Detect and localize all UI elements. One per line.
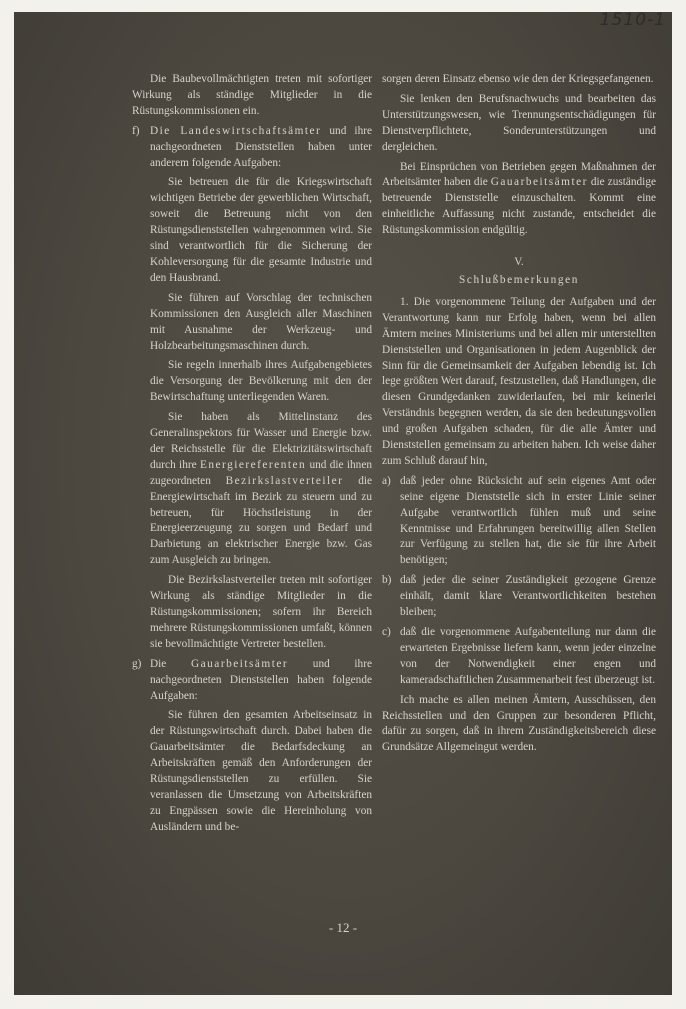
paragraph: Sie betreuen die für die Kriegswirtschaft wichtigen Betriebe der gewerblichen Wirtschaft, soweit die Betreuung nicht von den Rüstungsdienststellen wahrgenommen wird. Sie sind verantwortlich für die Sicherung der Kohleversorgung für die gesamte Industrie und den Hausbrand. [150, 176, 372, 284]
section-title: Schlußbemerkungen [458, 273, 580, 286]
list-item: c) daß die vorgenommene Aufgabenteilung nur dann die erwarteten Ergebnisse liefern kann, wenn jeder einzelne von der Notwendigkeit einer engen und kameradschaftlichen Zusammenarbeit fest überzeugt ist. [382, 626, 656, 686]
item-label: g) [132, 657, 142, 670]
paragraph: Sie führen auf Vorschlag der technischen Kommissionen den Ausgleich aller Maschinen mit Ausnahme der Werkzeug- und Holzbearbeitungsmaschinen durch. [150, 291, 372, 352]
section-number: V. [514, 256, 524, 269]
item-label: f) [132, 124, 140, 137]
paragraph: Sie regeln innerhalb ihres Aufgabengebietes die Versorgung der Bevölkerung mit den der Bewirtschaftung unterliegenden Waren. [150, 359, 372, 404]
section-g [132, 657, 372, 836]
paragraph: Sie lenken den Berufsnachwuchs und bearbeiten das Unterstützungswesen, wie Trennungsentschädigungen für Dienstverpflichtete, Sonderunterstützungen und dergleichen. [382, 92, 656, 153]
paragraph: Ich mache es allen meinen Ämtern, Ausschüssen, den Reichsstellen und den Gruppen zur besonderen Pflicht, dafür zu sorgen, daß in ihrem Zuständigkeitsbereich diese Grundsätze Allgemeingut werden. [382, 693, 656, 754]
paragraph: Die Bezirkslastverteiler treten mit sofortiger Wirkung als ständige Mitglieder in die Rüstungskommissionen; sofern ihr Bereich mehrere Rüstungskommissionen umfaßt, können sie bevollmächtigte Vertreter bestellen. [150, 574, 372, 650]
paragraph: Sie haben als Mittelinstanz des Generalinspektors für Wasser und Energie bzw. der Reichsstelle für die Elektrizitätswirtschaft durch ihre Energiereferenten und die ihnen zugeordneten Bezirkslastverteiler die Energiewirtschaft im Bezirk zu steuern und zu betreuen, für Höchstleistung in der Energieerzeugung zu sorgen und Bedarf und Darbietung an elektrischer Energie bzw. Gas zum Ausgleich zu bringen. [150, 411, 372, 567]
right-column [382, 72, 656, 760]
paragraph: Die Baubevollmächtigten treten mit sofortiger Wirkung als ständige Mitglieder in die Rüstungskommissionen ein. [132, 73, 372, 117]
section-heading: Die Gauarbeitsämter und ihre nachgeordneten Dienststellen haben folgende Aufgaben: [150, 657, 372, 702]
paragraph: Bei Einsprüchen von Betrieben gegen Maßnahmen der Arbeitsämter haben die Gauarbeitsämter die zuständige betreuende Dienststelle einzuschalten. Kommt eine einheitliche Auffassung nicht zustande, entscheidet die Rüstungskommission endgültig. [382, 160, 656, 237]
handwritten-annotation: 1510-1 [599, 12, 666, 30]
section-heading: Die Landeswirtschaftsämter und ihre nachgeordneten Dienststellen haben unter anderem folgende Aufgaben: [150, 124, 372, 169]
left-column [132, 72, 372, 840]
document-page [14, 12, 672, 995]
section-f [132, 124, 372, 653]
paragraph: Sie führen den gesamten Arbeitseinsatz in der Rüstungswirtschaft durch. Dabei haben die Gauarbeitsämter die Bedarfsdeckung an Arbeitskräften gemäß den Anforderungen der Rüstungsdienststellen zu erfüllen. Sie veranlassen die Umsetzung von Arbeitskräften zu Engpässen sowie die Hereinholung von Ausländern und be- [150, 709, 372, 833]
paragraph: 1. Die vorgenommene Teilung der Aufgaben und der Verantwortung kann nur Erfolg haben, wenn bei allen Ämtern meines Ministeriums und bei allen mir unterstellten Dienststellen und Organisationen in jedem Augenblick der Sinn für die Gemeinsamkeit der Aufgaben lebendig ist. Ich lege größten Wert darauf, festzustellen, daß Handlungen, die diesen Grundgedanken zuwiderlaufen, bei mir keinerlei Verständnis begegnen werden, da sie den bedeutungsvollen und großen Aufgaben schaden, für die alle Ämter und Dienststellen gemeinsam zu arbeiten haben. Ich weise daher zum Schluß darauf hin, [382, 295, 656, 467]
page-number: - 12 - [328, 920, 358, 935]
list-item: b) daß jeder die seiner Zuständigkeit gezogene Grenze einhält, damit klare Verantwortlichkeiten bestehen bleiben; [382, 574, 656, 619]
paragraph: sorgen deren Einsatz ebenso wie den der Kriegsgefangenen. [382, 73, 654, 85]
list-item: a) daß jeder ohne Rücksicht auf sein eigenes Amt oder seine eigene Dienststelle sich in erster Linie seiner Aufgabe verantwortlich fühlen muß und seine Kenntnisse und Erfahrungen bereitwillig allen Stellen zur Verfügung zu stellen hat, die sie für ihre Arbeit benötigen; [382, 474, 656, 567]
